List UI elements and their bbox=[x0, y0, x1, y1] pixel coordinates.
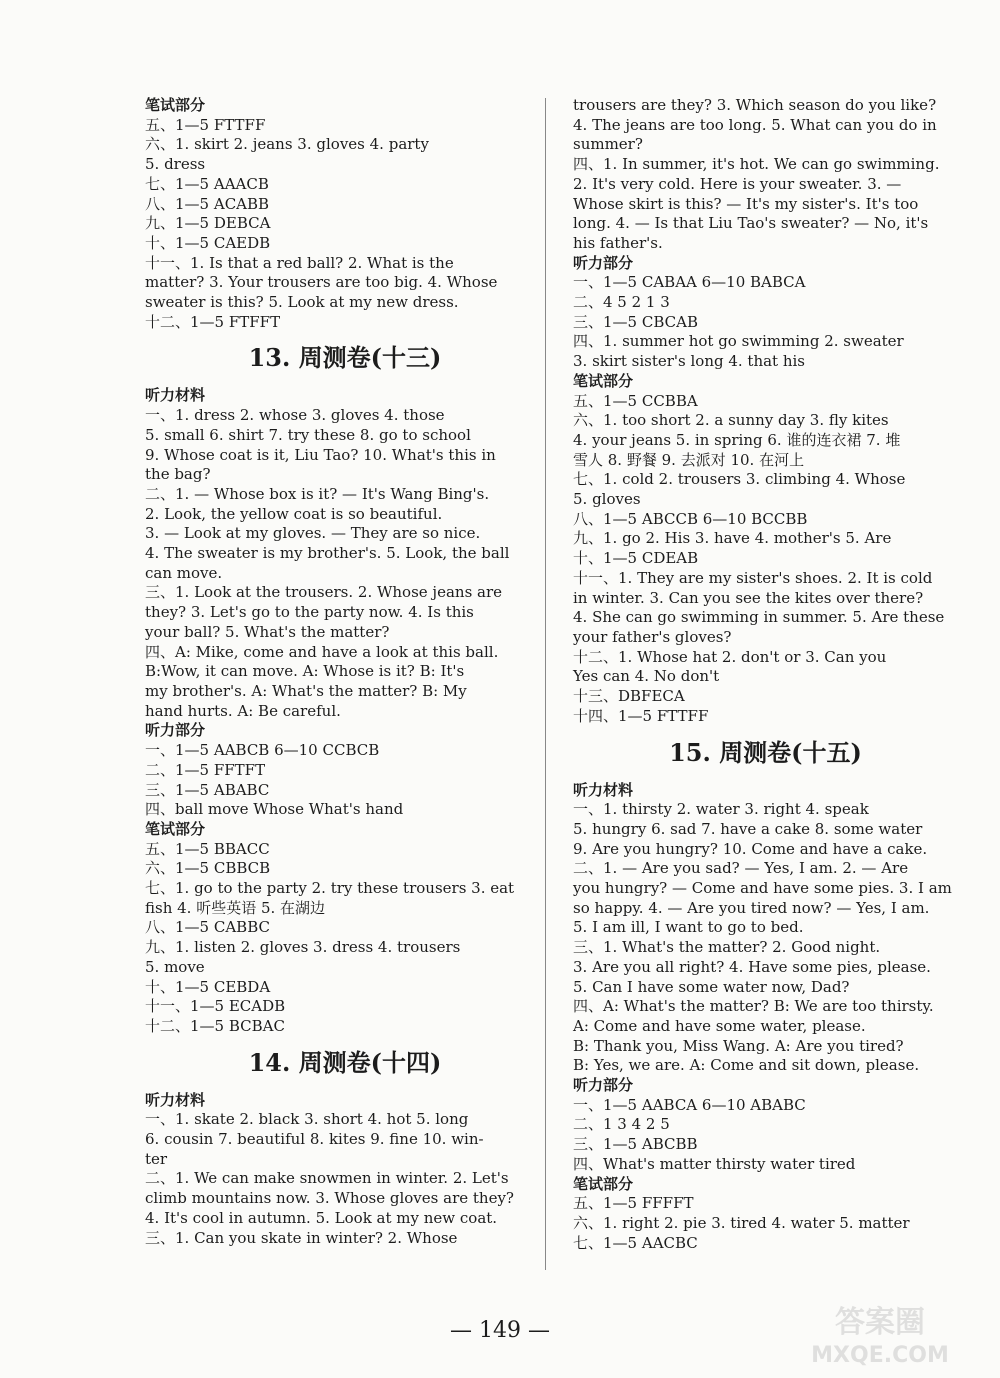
answer-line: 七、1—5 AAACB bbox=[145, 174, 269, 193]
answer-line: 五、1—5 CCBBA bbox=[573, 391, 698, 410]
answer-line: 2. It's very cold. Here is your sweater. 3. — bbox=[573, 174, 902, 193]
section-heading: 笔试部分 bbox=[573, 1174, 634, 1193]
answer-line: Yes can 4. No don't bbox=[573, 667, 720, 686]
answer-line: 5. dress bbox=[145, 155, 206, 174]
answer-line: 九、1—5 DEBCA bbox=[145, 214, 271, 233]
answer-line: hand hurts. A: Be careful. bbox=[145, 701, 341, 720]
answer-line: 十二、1—5 BCBAC bbox=[145, 1016, 285, 1035]
answer-line: 五、1—5 FFFFT bbox=[573, 1194, 694, 1213]
answer-line: long. 4. — Is that Liu Tao's sweater? — No, it's bbox=[573, 214, 929, 233]
answer-line: 二、1—5 FFTFT bbox=[145, 760, 266, 779]
answer-line: 三、1. Look at the trousers. 2. Whose jeans are bbox=[145, 583, 503, 602]
answer-line: so happy. 4. — Are you tired now? — Yes, I am. bbox=[573, 898, 930, 917]
answer-line: 七、1. cold 2. trousers 3. climbing 4. Whose bbox=[573, 470, 906, 489]
answer-line: 9. Whose coat is it, Liu Tao? 10. What's this in bbox=[145, 445, 496, 464]
answer-line: 5. hungry 6. sad 7. have a cake 8. some water bbox=[573, 819, 923, 838]
answer-line: 三、1. Can you skate in winter? 2. Whose bbox=[145, 1228, 458, 1247]
answer-line: 4. your jeans 5. in spring 6. 谁的连衣裙 7. 堆 bbox=[573, 430, 901, 449]
answer-line: the bag? bbox=[145, 465, 211, 484]
answer-line: 四、1. summer hot go swimming 2. sweater bbox=[573, 332, 904, 351]
answer-line: climb mountains now. 3. Whose gloves are they? bbox=[145, 1189, 514, 1208]
answer-line: matter? 3. Your trousers are too big. 4. Whose bbox=[145, 273, 498, 292]
answer-line: 二、4 5 2 1 3 bbox=[573, 293, 670, 312]
answer-line: 四、1. In summer, it's hot. We can go swimming. bbox=[573, 155, 940, 174]
section-heading: 笔试部分 bbox=[145, 96, 206, 114]
answer-line: B: Yes, we are. A: Come and sit down, please. bbox=[573, 1056, 920, 1075]
answer-line: 六、1—5 CBBCB bbox=[145, 859, 271, 878]
answer-line: 雪人 8. 野餐 9. 去派对 10. 在河上 bbox=[573, 450, 805, 469]
answer-line: 六、1. too short 2. a sunny day 3. fly kites bbox=[573, 411, 889, 430]
answer-line: 2. Look, the yellow coat is so beautiful. bbox=[145, 504, 443, 523]
answer-line: my brother's. A: What's the matter? B: My bbox=[145, 681, 467, 700]
answer-line: 4. The sweater is my brother's. 5. Look, the ball bbox=[145, 544, 510, 563]
answer-line: 十一、1. Is that a red ball? 2. What is the bbox=[145, 253, 454, 272]
section-heading: 听力材料 bbox=[573, 780, 634, 799]
answer-line: A: Come and have some water, please. bbox=[573, 1016, 866, 1035]
answer-line: 四、ball move Whose What's hand bbox=[145, 800, 404, 819]
answer-line: 3. skirt sister's long 4. that his bbox=[573, 352, 806, 371]
answer-line: 六、1. right 2. pie 3. tired 4. water 5. matter bbox=[573, 1213, 910, 1232]
answer-line: 5. I am ill, I want to go to bed. bbox=[573, 918, 804, 937]
answer-line: 五、1—5 BBACC bbox=[145, 839, 270, 858]
section-heading: 听力材料 bbox=[145, 1090, 206, 1109]
answer-line: 6. cousin 7. beautiful 8. kites 9. fine 10. win- bbox=[145, 1130, 484, 1149]
answer-line: 十、1—5 CAEDB bbox=[145, 233, 271, 252]
section-title: 13. 周测卷(十三) bbox=[248, 343, 442, 373]
watermark-logo bbox=[780, 1300, 980, 1370]
answer-line: 十二、1. Whose hat 2. don't or 3. Can you bbox=[573, 647, 887, 666]
answer-line: 3. Are you all right? 4. Have some pies, please. bbox=[573, 957, 931, 976]
answer-line: 九、1. go 2. His 3. have 4. mother's 5. Are bbox=[573, 529, 892, 548]
answer-line: 9. Are you hungry? 10. Come and have a cake. bbox=[573, 839, 928, 858]
watermark-url: MXQE.COM bbox=[811, 1343, 949, 1368]
answer-line: sweater is this? 5. Look at my new dress. bbox=[145, 293, 459, 312]
answer-line: 八、1—5 CABBC bbox=[145, 918, 270, 937]
answer-line: 4. It's cool in autumn. 5. Look at my new coat. bbox=[145, 1208, 498, 1227]
answer-line: 一、1. dress 2. whose 3. gloves 4. those bbox=[145, 406, 445, 425]
answer-line: 4. The jeans are too long. 5. What can you do in bbox=[573, 115, 937, 134]
answer-line: 二、1. — Are you sad? — Yes, I am. 2. — Are bbox=[573, 859, 909, 878]
answer-line: summer? bbox=[573, 135, 643, 154]
answer-line: 四、A: Mike, come and have a look at this ball. bbox=[145, 642, 499, 661]
answer-line: 5. small 6. shirt 7. try these 8. go to school bbox=[145, 425, 471, 444]
page-number: — 149 — bbox=[450, 1318, 550, 1343]
answer-line: B:Wow, it can move. A: Whose is it? B: It's bbox=[145, 662, 465, 681]
answer-line: 三、1—5 CBCAB bbox=[573, 312, 698, 331]
section-heading: 听力部分 bbox=[573, 253, 634, 272]
answer-line: 5. gloves bbox=[573, 490, 641, 509]
answer-line: 一、1—5 CABAA 6—10 BABCA bbox=[573, 273, 806, 292]
answer-line: 二、1. We can make snowmen in winter. 2. Let's bbox=[145, 1169, 509, 1188]
answer-line: 3. — Look at my gloves. — They are so nice. bbox=[145, 524, 481, 543]
section-title: 15. 周测卷(十五) bbox=[669, 737, 862, 767]
column-divider bbox=[545, 98, 546, 1270]
answer-line: 三、1. What's the matter? 2. Good night. bbox=[573, 938, 881, 957]
answer-line: 十四、1—5 FTTFF bbox=[573, 706, 709, 725]
answer-line: 十一、1—5 ECADB bbox=[145, 997, 286, 1016]
answer-line: 十、1—5 CDEAB bbox=[573, 549, 699, 568]
answer-line: in winter. 3. Can you see the kites over there? bbox=[573, 588, 924, 607]
answer-line: 八、1—5 ABCCB 6—10 BCCBB bbox=[573, 509, 808, 528]
answer-line: 四、What's matter thirsty water tired bbox=[573, 1154, 856, 1173]
answer-line: 七、1—5 AACBC bbox=[573, 1233, 698, 1252]
answer-line: 七、1. go to the party 2. try these trousers 3. eat bbox=[145, 879, 515, 898]
section-title: 14. 周测卷(十四) bbox=[248, 1047, 442, 1077]
answer-line: 一、1. skate 2. black 3. short 4. hot 5. long bbox=[145, 1110, 469, 1129]
right-column bbox=[573, 96, 958, 1253]
section-heading: 听力材料 bbox=[145, 386, 206, 405]
answer-line: Whose skirt is this? — It's my sister's. It's too bbox=[573, 194, 919, 213]
answer-line: 九、1. listen 2. gloves 3. dress 4. trousers bbox=[145, 938, 461, 957]
answer-line: 三、1—5 ABCBB bbox=[573, 1135, 698, 1154]
answer-line: 十二、1—5 FTFFT bbox=[145, 312, 281, 331]
answer-line: 二、1. — Whose box is it? — It's Wang Bing's. bbox=[145, 484, 490, 503]
answer-line: 4. She can go swimming in summer. 5. Are these bbox=[573, 608, 945, 627]
answer-line: fish 4. 听些英语 5. 在湖边 bbox=[145, 898, 326, 917]
section-heading: 听力部分 bbox=[573, 1076, 634, 1095]
answer-line: 5. move bbox=[145, 957, 205, 976]
answer-line: trousers are they? 3. Which season do you like? bbox=[573, 96, 937, 114]
answer-line: 一、1—5 AABCB 6—10 CCBCB bbox=[145, 741, 380, 760]
answer-line: 八、1—5 ACABB bbox=[145, 194, 270, 213]
answer-line: 十一、1. They are my sister's shoes. 2. It is cold bbox=[573, 568, 933, 587]
watermark-text: 答案圈 bbox=[835, 1305, 925, 1340]
answer-line: ter bbox=[145, 1149, 168, 1168]
section-heading: 听力部分 bbox=[145, 721, 206, 740]
answer-line: your ball? 5. What's the matter? bbox=[145, 622, 390, 641]
answer-line: 三、1—5 ABABC bbox=[145, 780, 270, 799]
section-heading: 笔试部分 bbox=[145, 819, 206, 838]
answer-line: 四、A: What's the matter? B: We are too thirsty. bbox=[573, 997, 934, 1016]
answer-line: 一、1—5 AABCA 6—10 ABABC bbox=[573, 1095, 806, 1114]
answer-line: his father's. bbox=[573, 233, 663, 252]
answer-line: 十、1—5 CEBDA bbox=[145, 977, 271, 996]
answer-line: can move. bbox=[145, 563, 223, 582]
answer-line: 二、1 3 4 2 5 bbox=[573, 1115, 670, 1134]
answer-line: 五、1—5 FTTFF bbox=[145, 115, 266, 134]
answer-line: your father's gloves? bbox=[573, 627, 732, 646]
answer-line: they? 3. Let's go to the party now. 4. Is this bbox=[145, 603, 474, 622]
left-column bbox=[145, 96, 545, 1248]
answer-line: B: Thank you, Miss Wang. A: Are you tired? bbox=[573, 1036, 904, 1055]
answer-line: 5. Can I have some water now, Dad? bbox=[573, 977, 850, 996]
answer-line: 六、1. skirt 2. jeans 3. gloves 4. party bbox=[145, 135, 429, 154]
section-heading: 笔试部分 bbox=[573, 371, 634, 390]
answer-line: you hungry? — Come and have some pies. 3. I am bbox=[573, 879, 952, 898]
answer-line: 十三、DBFECA bbox=[573, 687, 685, 706]
answer-line: 一、1. thirsty 2. water 3. right 4. speak bbox=[573, 800, 869, 819]
